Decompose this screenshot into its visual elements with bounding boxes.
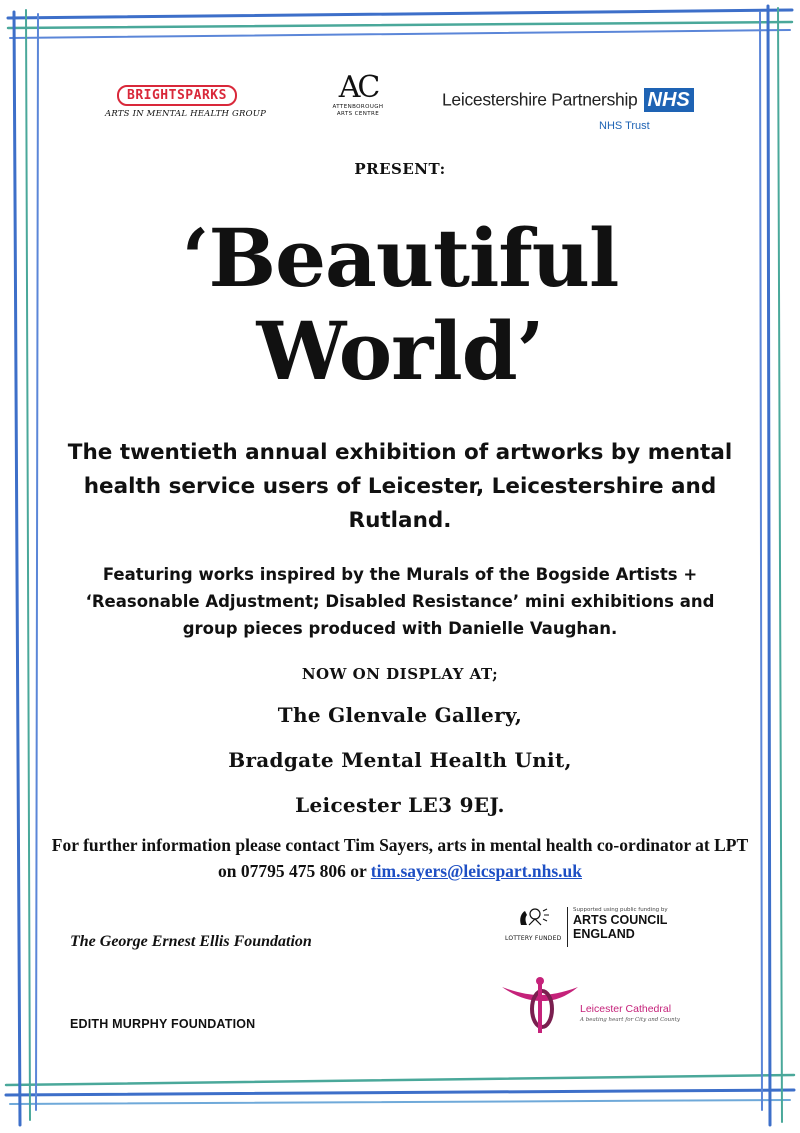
lottery-funded-label: LOTTERY FUNDED (505, 935, 562, 942)
brightsparks-logo (105, 84, 267, 119)
ace-line2: ENGLAND (573, 927, 635, 941)
contact-body: For further information please contact Tim Sayers, arts in mental health co-ordinator at LPT on 07795 475 806 or (51, 835, 749, 881)
contact-email-link[interactable]: tim.sayers@leicspart.nhs.uk (370, 861, 583, 881)
ace-line1: ARTS COUNCIL (573, 913, 668, 927)
lpt-nhs-logo (442, 88, 712, 132)
nhs-badge: NHS (644, 88, 694, 112)
lottery-hand-icon (513, 905, 553, 929)
contact-text (0, 832, 800, 884)
intro-text: The twentieth annual exhibition of artworks by mental health service users of Leicester, Leicestershire and Rutland. (67, 440, 733, 533)
ace-divider (567, 907, 568, 947)
featuring-text: Featuring works inspired by the Murals of the Bogside Artists + ‘Reasonable Adjustment; Disabled Resistance’ mini exhibitions and group pieces produced with Danielle Vaughan. (85, 565, 715, 638)
brightsparks-name: BRIGHTSPARKS (117, 85, 237, 106)
venue-line1: The Glenvale Gallery, (277, 703, 523, 727)
present-heading: PRESENT: (354, 160, 446, 178)
attenborough-logo (318, 72, 398, 118)
brightsparks-tagline: ARTS IN MENTAL HEALTH GROUP (105, 109, 267, 119)
title-line1: ‘Beautiful (181, 211, 619, 305)
ace-supported-label: Supported using public funding by (573, 907, 668, 913)
venue-line3: Leicester LE3 9EJ. (295, 793, 505, 817)
cathedral-name: Leicester Cathedral (580, 1003, 672, 1015)
title-line2: World’ (256, 304, 544, 398)
lpt-name: Leicestershire Partnership (442, 89, 638, 110)
display-heading: NOW ON DISPLAY AT; (301, 665, 499, 683)
ace-text-block (573, 907, 668, 941)
lottery-block (505, 905, 560, 942)
attenborough-mark: AC (338, 70, 378, 105)
cathedral-tagline: A beating heart for City and County (580, 1017, 680, 1023)
edith-murphy-foundation: EDITH MURPHY FOUNDATION (70, 1017, 256, 1031)
nhs-trust-label: NHS Trust (599, 120, 650, 132)
cathedral-figure-icon (500, 975, 582, 1037)
venue-line2: Bradgate Mental Health Unit, (228, 748, 572, 772)
leicester-cathedral-logo (500, 975, 700, 1035)
george-ernest-ellis-foundation: The George Ernest Ellis Foundation (70, 933, 312, 950)
attenborough-line2: ARTS CENTRE (336, 111, 380, 117)
arts-council-logo (505, 905, 705, 955)
attenborough-line1: ATTENBOROUGH (332, 104, 384, 110)
